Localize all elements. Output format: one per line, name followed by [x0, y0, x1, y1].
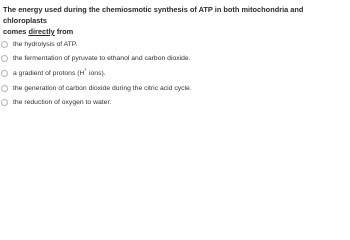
answer-option-4[interactable]	[1, 81, 192, 96]
answer-option-label	[13, 67, 106, 77]
question-line-2-end: from	[54, 27, 74, 36]
question-emphasis: directly	[28, 27, 55, 36]
radio-button[interactable]	[1, 41, 8, 48]
question-line-2-start: comes	[3, 27, 29, 36]
radio-button[interactable]	[1, 70, 8, 77]
radio-button[interactable]	[1, 85, 8, 92]
answer-option-5[interactable]	[1, 95, 192, 110]
answer-option-2[interactable]	[1, 52, 192, 67]
answer-option-label-end: ions).	[87, 69, 106, 77]
answer-option-label: the generation of carbon dioxide during the citric acid cycle.	[13, 84, 192, 92]
proton-charge-superscript: +	[84, 67, 88, 73]
answer-option-3[interactable]	[1, 66, 192, 81]
answer-option-label: the fermentation of pyruvate to ethanol and carbon dioxide.	[13, 55, 191, 63]
answer-option-label-start: a gradient of protons (H	[13, 69, 85, 77]
answer-option-1[interactable]	[1, 37, 192, 52]
answer-options	[1, 37, 192, 110]
radio-button[interactable]	[1, 55, 8, 62]
question-line-1: The energy used during the chemiosmotic synthesis of ATP in both mitochondria and chloroplasts	[3, 5, 304, 25]
question-text	[3, 4, 348, 37]
answer-option-label: the hydrolysis of ATP.	[13, 40, 78, 48]
answer-option-label: the reduction of oxygen to water.	[13, 99, 112, 107]
radio-button[interactable]	[1, 99, 8, 106]
